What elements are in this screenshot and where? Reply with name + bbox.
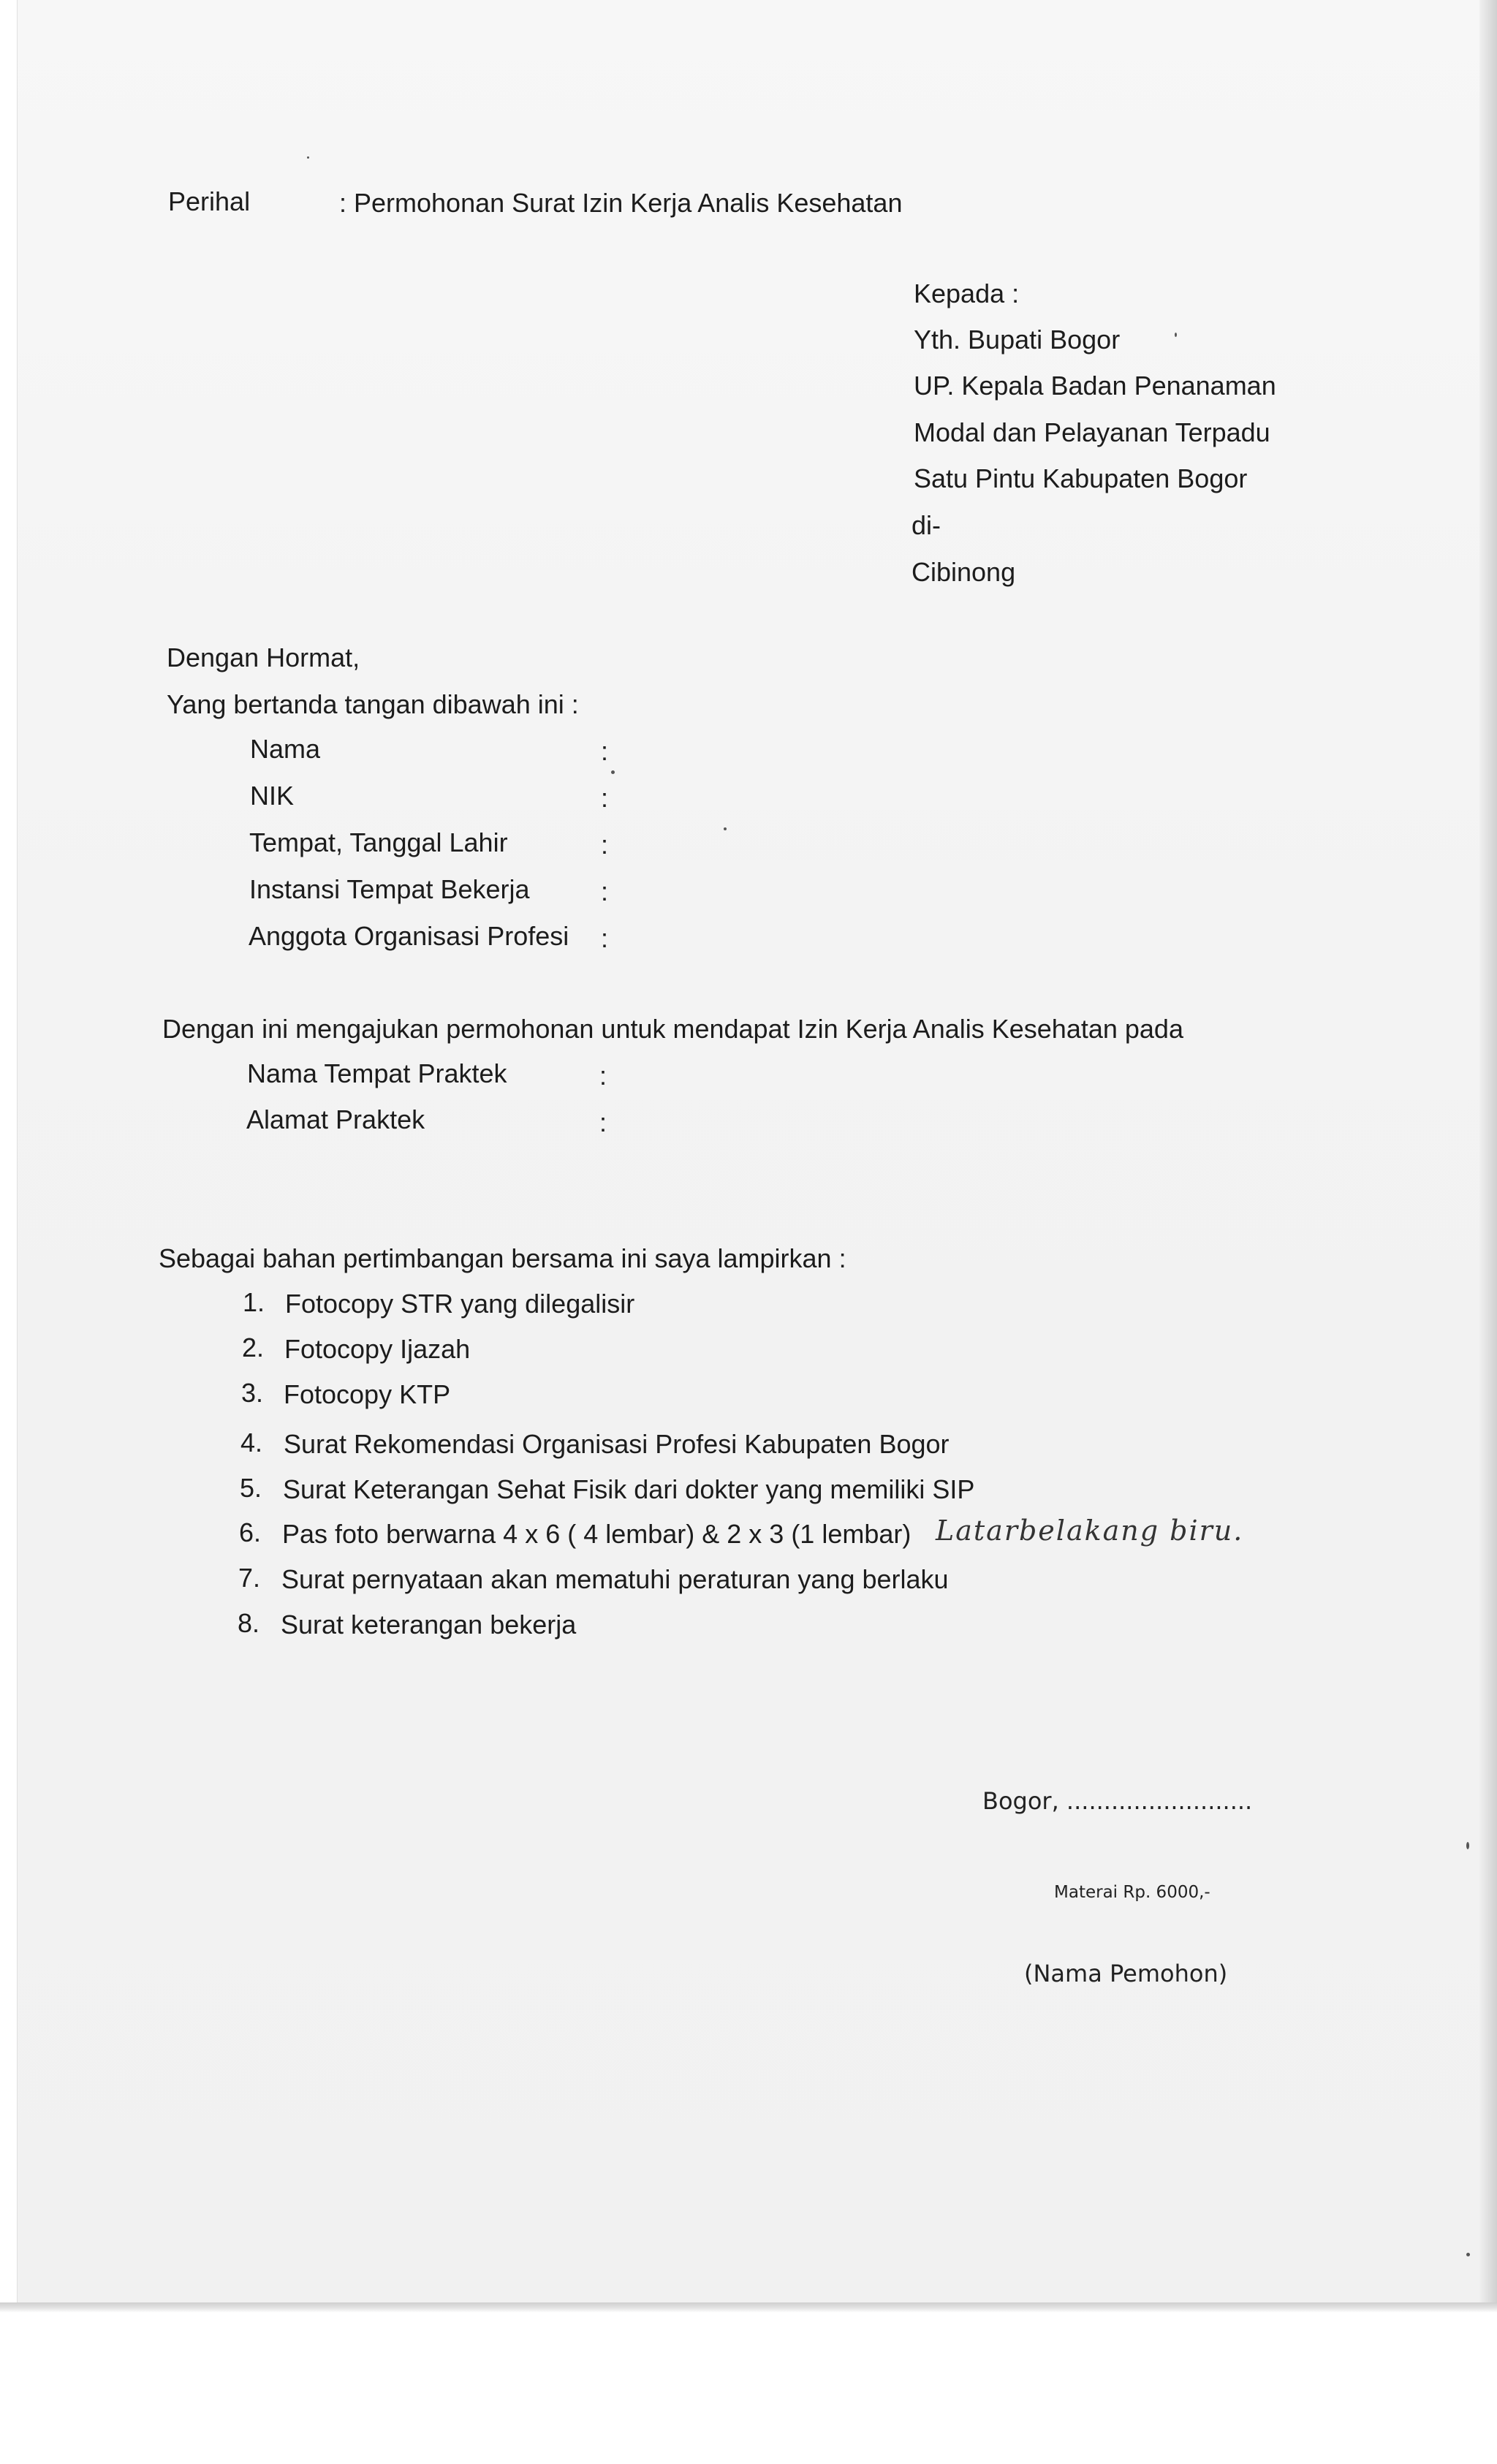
field-label-organisasi: Anggota Organisasi Profesi [249, 921, 569, 951]
field-colon: : [601, 923, 609, 953]
list-item: Pas foto berwarna 4 x 6 ( 4 lembar) & 2 x 3 (1 lembar) [282, 1519, 912, 1549]
list-number: 6. [239, 1517, 262, 1547]
applicant-name-placeholder: (Nama Pemohon) [1024, 1960, 1228, 1987]
list-item: Surat keterangan bekerja [281, 1610, 577, 1639]
scanned-page [18, 0, 1479, 2302]
scan-edge-right [1479, 0, 1497, 2310]
list-number: 1. [243, 1287, 265, 1317]
recipient-line: UP. Kepala Badan Penanaman [914, 371, 1276, 401]
scan-speck [724, 827, 727, 830]
recipient-line: Kepada : [914, 278, 1020, 308]
place-date: Bogor, ......................... [982, 1787, 1253, 1815]
list-item: Fotocopy Ijazah [284, 1334, 471, 1364]
field-colon: : [601, 876, 609, 906]
intro-line: Yang bertanda tangan dibawah ini : [167, 689, 579, 719]
scan-speck [1175, 333, 1177, 337]
scan-speck [307, 156, 309, 159]
request-statement: Dengan ini mengajukan permohonan untuk mendapat Izin Kerja Analis Kesehatan pada [162, 1014, 1183, 1044]
field-colon: : [599, 1061, 607, 1091]
scan-speck [611, 770, 615, 774]
field-label-nama-tempat-praktek: Nama Tempat Praktek [247, 1058, 507, 1088]
greeting: Dengan Hormat, [167, 642, 360, 672]
attachments-intro: Sebagai bahan pertimbangan bersama ini saya lampirkan : [159, 1243, 846, 1273]
recipient-line: Modal dan Pelayanan Terpadu [914, 417, 1270, 447]
list-number: 5. [240, 1473, 262, 1503]
scan-speck [1466, 1842, 1469, 1849]
list-item: Surat pernyataan akan mematuhi peraturan yang berlaku [281, 1564, 949, 1594]
field-colon: : [601, 830, 609, 860]
field-colon: : [601, 783, 609, 813]
field-label-instansi: Instansi Tempat Bekerja [249, 874, 530, 904]
stamp-duty-note: Materai Rp. 6000,- [1054, 1883, 1210, 1902]
recipient-line: di- [912, 510, 941, 540]
field-colon: : [599, 1107, 607, 1137]
list-number: 4. [240, 1428, 263, 1457]
list-item: Fotocopy STR yang dilegalisir [285, 1289, 635, 1319]
scan-speck [1466, 2253, 1470, 2256]
field-label-nik: NIK [250, 781, 295, 811]
field-colon: : [601, 736, 609, 766]
field-label-nama: Nama [250, 734, 321, 764]
field-label-tempat-tanggal-lahir: Tempat, Tanggal Lahir [249, 827, 508, 857]
perihal-label: Perihal [168, 186, 251, 216]
field-label-alamat-praktek: Alamat Praktek [246, 1104, 425, 1134]
recipient-line: Cibinong [912, 557, 1016, 587]
scan-edge-bottom [0, 2302, 1497, 2313]
list-number: 2. [242, 1333, 265, 1362]
list-number: 7. [238, 1563, 261, 1593]
recipient-line: Yth. Bupati Bogor [914, 325, 1121, 355]
list-number: 3. [241, 1378, 264, 1408]
list-item: Surat Rekomendasi Organisasi Profesi Kabupaten Bogor [284, 1429, 950, 1459]
list-item: Fotocopy KTP [284, 1379, 451, 1409]
handwritten-note: Latarbelakang biru. [936, 1515, 1244, 1547]
recipient-line: Satu Pintu Kabupaten Bogor [914, 463, 1248, 493]
list-item: Surat Keterangan Sehat Fisik dari dokter yang memiliki SIP [283, 1474, 975, 1504]
perihal-value: : Permohonan Surat Izin Kerja Analis Kesehatan [339, 188, 903, 218]
list-number: 8. [238, 1608, 260, 1638]
